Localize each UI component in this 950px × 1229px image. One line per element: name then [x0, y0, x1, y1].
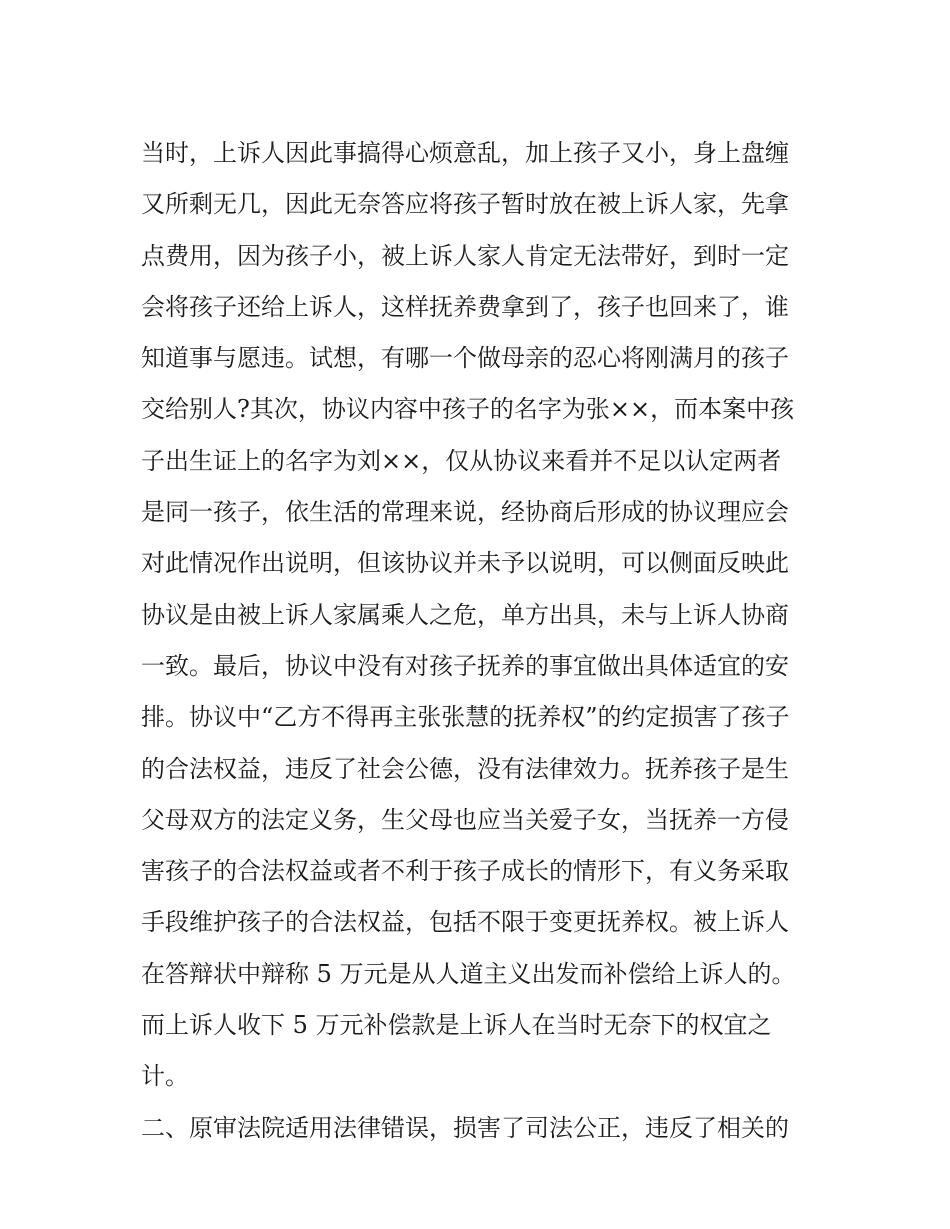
text-line: 点费用，因为孩子小，被上诉人家人肯定无法带好，到时一定	[141, 241, 789, 270]
text-line: 计。	[141, 1062, 189, 1091]
document-body	[141, 128, 821, 1154]
text-line: 会将孩子还给上诉人，这样抚养费拿到了，孩子也回来了，谁	[141, 292, 789, 321]
text-line: 交给别人?其次，协议内容中孩子的名字为张××，而本案中孩	[141, 395, 795, 424]
text-line: 排。协议中“乙方不得再主张张慧的抚养权”的约定损害了孩子	[141, 703, 790, 732]
text-line: 手段维护孩子的合法权益，包括不限于变更抚养权。被上诉人	[141, 908, 789, 937]
text-line: 协议是由被上诉人家属乘人之危，单方出具，未与上诉人协商	[141, 600, 789, 629]
section-heading-line: 二、原审法院适用法律错误，损害了司法公正，违反了相关的	[141, 1113, 789, 1142]
text-line: 在答辩状中辩称 5 万元是从人道主义出发而补偿给上诉人的。	[141, 959, 796, 988]
text-line: 而上诉人收下 5 万元补偿款是上诉人在当时无奈下的权宜之	[141, 1011, 772, 1040]
text-line: 子出生证上的名字为刘××，仅从协议来看并不足以认定两者	[141, 446, 782, 475]
text-line: 当时，上诉人因此事搞得心烦意乱，加上孩子又小，身上盘缠	[141, 139, 789, 167]
text-line: 的合法权益，违反了社会公德，没有法律效力。抚养孩子是生	[141, 754, 789, 783]
text-line: 知道事与愿违。试想，有哪一个做母亲的忍心将刚满月的孩子	[141, 344, 789, 373]
text-line: 父母双方的法定义务，生父母也应当关爱子女，当抚养一方侵	[141, 805, 789, 834]
text-line: 是同一孩子，依生活的常理来说，经协商后形成的协议理应会	[141, 498, 789, 527]
text-line: 又所剩无几，因此无奈答应将孩子暂时放在被上诉人家，先拿	[141, 190, 789, 219]
text-line: 对此情况作出说明，但该协议并未予以说明，可以侧面反映此	[141, 549, 789, 578]
text-line: 一致。最后，协议中没有对孩子抚养的事宜做出具体适宜的安	[141, 651, 789, 680]
text-line: 害孩子的合法权益或者不利于孩子成长的情形下，有义务采取	[141, 857, 789, 886]
